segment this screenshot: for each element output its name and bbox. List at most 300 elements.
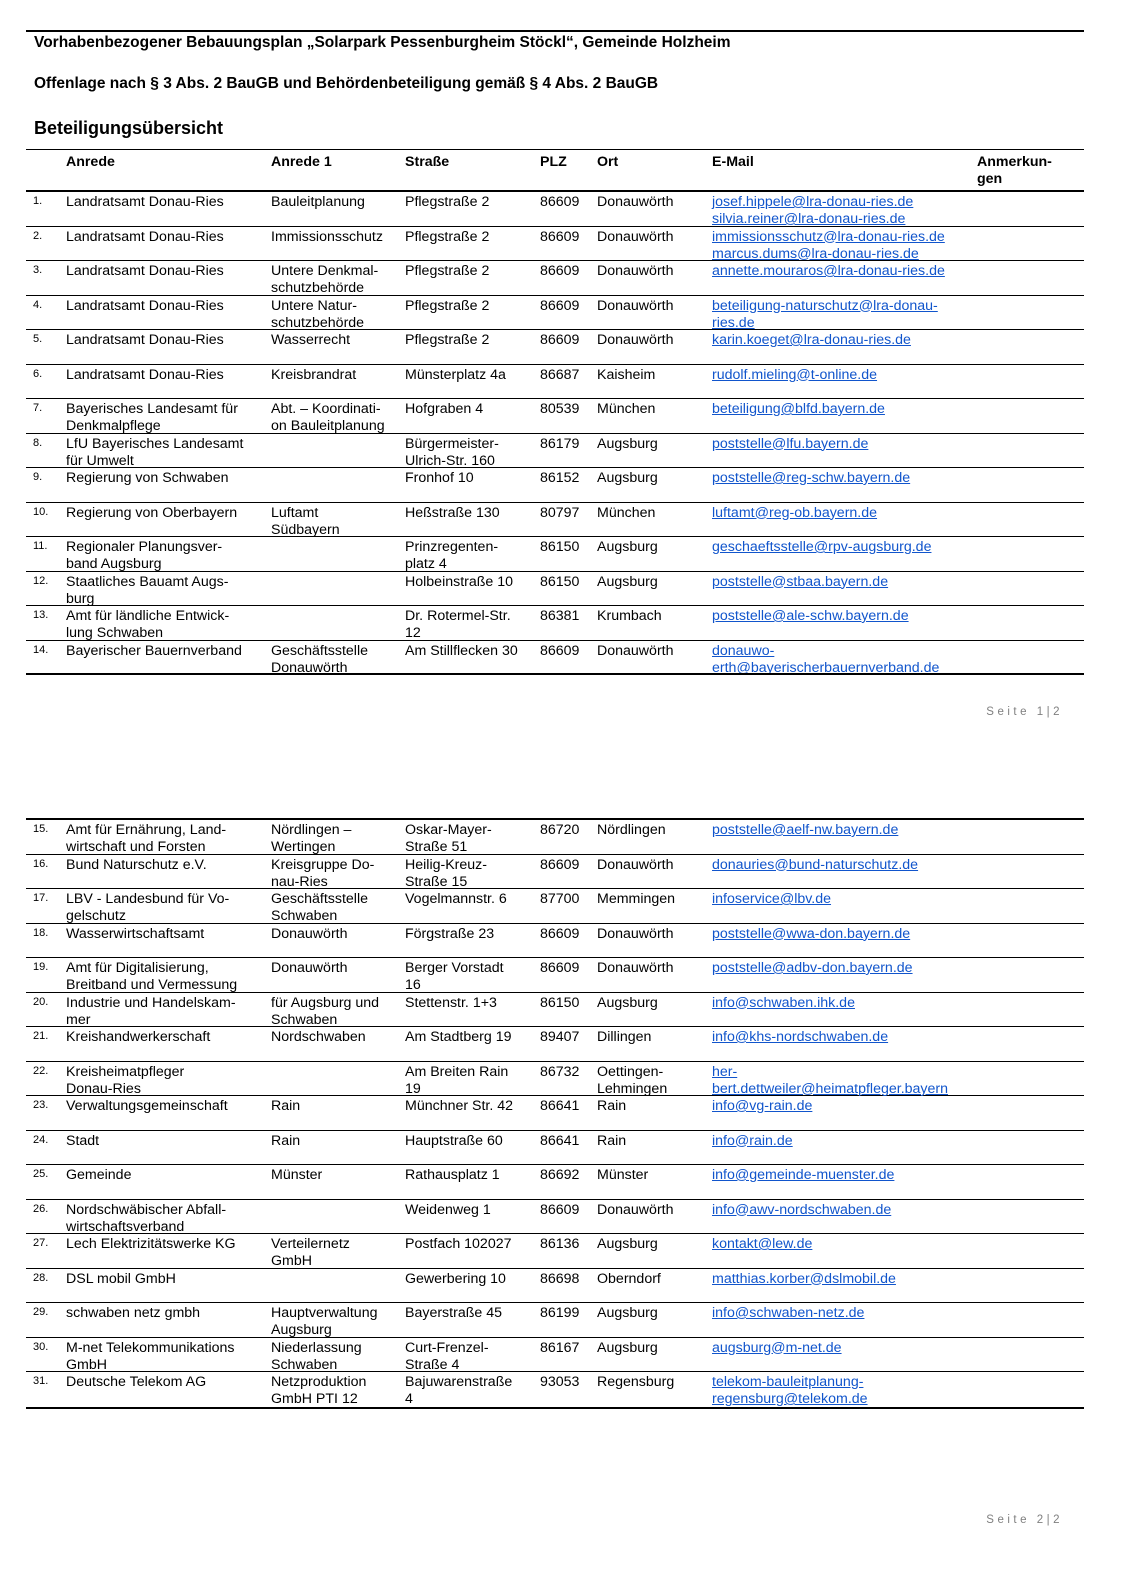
table-row	[26, 889, 1084, 924]
email-link-line-1[interactable]: kontakt@lew.de	[712, 1236, 813, 1252]
row-number-line-1: 10.	[33, 505, 49, 518]
cell-ort	[597, 332, 674, 349]
email-link-line-1[interactable]: info@vg-rain.de	[712, 1098, 813, 1114]
row-number	[33, 193, 42, 210]
email-link[interactable]	[712, 263, 945, 280]
col-ort: Ort	[597, 154, 619, 170]
row-number	[33, 504, 48, 521]
email-link-line-1[interactable]: donauries@bund-naturschutz.de	[712, 856, 919, 873]
cell-strasse-line-1: Oskar-Mayer-	[405, 822, 492, 838]
email-link-line-1[interactable]: beteiligung-naturschutz@lra-donau-	[712, 297, 938, 314]
cell-ort	[597, 470, 658, 487]
cell-anrede	[66, 608, 229, 642]
cell-ort	[597, 298, 674, 315]
cell-plz	[540, 367, 579, 384]
cell-anrede-1-line-1: Untere Denkmal-	[271, 263, 379, 279]
cell-anrede-1	[271, 1167, 322, 1184]
cell-anrede	[66, 1374, 206, 1391]
cell-plz	[540, 857, 579, 874]
cell-strasse	[405, 505, 500, 522]
cell-ort	[597, 1098, 626, 1115]
document-subtitle: Offenlage nach § 3 Abs. 2 BauGB und Behördenbeteiligung gemäß § 4 Abs. 2 BauGB	[34, 75, 659, 92]
cell-plz-line-1: 80797	[540, 504, 580, 521]
cell-anrede	[66, 857, 207, 874]
email-link-line-2[interactable]: silvia.reiner@lra-donau-ries.de	[712, 211, 906, 227]
email-link[interactable]	[712, 960, 913, 977]
cell-strasse	[405, 926, 494, 943]
cell-anrede-1-line-1: Netzproduktion	[271, 1374, 367, 1390]
email-link[interactable]	[712, 401, 885, 418]
email-link-line-1[interactable]: poststelle@stbaa.bayern.de	[712, 573, 889, 590]
cell-anrede-1	[271, 891, 368, 925]
cell-strasse	[405, 1098, 513, 1115]
email-link-line-1[interactable]: beteiligung@blfd.bayern.de	[712, 401, 885, 417]
cell-strasse	[405, 298, 489, 315]
email-link[interactable]	[712, 229, 945, 263]
cell-plz	[540, 539, 579, 556]
cell-strasse-line-1: Bayerstraße 45	[405, 1305, 502, 1321]
cell-plz-line-1: 89407	[540, 1029, 580, 1045]
email-link[interactable]	[712, 643, 939, 677]
table-row	[26, 261, 1084, 296]
cell-strasse	[405, 436, 499, 470]
email-link-line-1[interactable]: info@khs-nordschwaben.de	[712, 1029, 889, 1045]
row-number-line-1: 22.	[33, 1064, 49, 1077]
cell-anrede-1	[271, 1029, 366, 1046]
cell-anrede	[66, 1340, 234, 1374]
cell-anrede	[66, 1167, 131, 1184]
row-number-line-1: 14.	[33, 643, 49, 656]
cell-anrede-line-2: wirtschaftsverband	[66, 1218, 185, 1235]
cell-anrede-line-2: band Augsburg	[66, 556, 162, 572]
cell-strasse	[405, 891, 507, 908]
email-link[interactable]	[712, 1202, 891, 1219]
cell-ort	[597, 926, 674, 943]
cell-plz-line-1: 86609	[540, 642, 580, 659]
email-link[interactable]	[712, 470, 910, 487]
cell-anrede	[66, 401, 238, 435]
cell-strasse	[405, 960, 504, 994]
row-number-line-1: 25.	[33, 1168, 49, 1180]
cell-plz-line-1: 86150	[540, 573, 580, 590]
email-link-line-2[interactable]: regensburg@telekom.de	[712, 1391, 868, 1407]
cell-plz	[540, 194, 579, 211]
cell-ort-line-1: Augsburg	[597, 1236, 658, 1252]
table-row	[26, 365, 1084, 400]
email-link-line-1[interactable]: augsburg@m-net.de	[712, 1339, 842, 1356]
cell-plz-line-1: 86609	[540, 925, 580, 942]
email-link[interactable]	[712, 1167, 894, 1184]
cell-anrede-1-line-1: Nordschwaben	[271, 1029, 366, 1045]
cell-ort	[597, 229, 674, 246]
cell-plz	[540, 1167, 579, 1184]
email-link[interactable]	[712, 539, 931, 556]
email-link-line-1[interactable]: matthias.korber@dslmobil.de	[712, 1270, 896, 1287]
cell-plz	[540, 263, 579, 280]
cell-strasse-line-1: Am Stadtberg 19	[405, 1029, 512, 1045]
cell-strasse	[405, 1202, 491, 1219]
table-row	[26, 330, 1084, 365]
cell-strasse	[405, 1064, 508, 1098]
cell-plz	[540, 891, 579, 908]
cell-anrede-1	[271, 995, 379, 1029]
cell-plz-line-1: 86179	[540, 435, 580, 452]
cell-strasse-line-2: platz 4	[405, 556, 447, 572]
email-link-line-1[interactable]: info@schwaben-netz.de	[712, 1305, 865, 1321]
cell-plz	[540, 1236, 579, 1253]
cell-anrede-1-line-1: Münster	[271, 1167, 323, 1183]
cell-plz	[540, 1133, 579, 1150]
cell-anrede-line-1: Regierung von Schwaben	[66, 470, 229, 486]
table-row	[26, 1234, 1084, 1269]
cell-strasse	[405, 367, 506, 384]
email-link[interactable]	[712, 505, 877, 522]
cell-anrede-1-line-2: Augsburg	[271, 1322, 332, 1338]
table-row	[26, 1062, 1084, 1097]
cell-ort-line-1: Rain	[597, 1098, 627, 1114]
email-link[interactable]	[712, 926, 910, 943]
cell-plz-line-1: 86609	[540, 228, 580, 245]
table-row	[26, 227, 1084, 262]
cell-strasse	[405, 1271, 506, 1288]
cell-ort	[597, 1167, 648, 1184]
email-link[interactable]	[712, 1098, 812, 1115]
row-number-line-1: 23.	[33, 1099, 49, 1111]
email-link-line-1[interactable]: poststelle@adbv-don.bayern.de	[712, 960, 913, 976]
table-header	[26, 150, 1084, 192]
cell-plz-line-1: 86609	[540, 332, 580, 348]
page-label: Seite 2	[986, 1514, 1047, 1526]
table-row	[26, 993, 1084, 1028]
cell-anrede-1	[271, 1133, 300, 1150]
table-row	[26, 1200, 1084, 1235]
email-link[interactable]	[712, 822, 898, 839]
cell-strasse-line-1: Pflegstraße 2	[405, 332, 490, 348]
cell-anrede-1-line-1: Immissionsschutz	[271, 228, 383, 245]
email-link[interactable]	[712, 194, 913, 228]
cell-anrede-line-1: Amt für ländliche Entwick-	[66, 608, 230, 624]
cell-plz-line-1: 86609	[540, 856, 580, 873]
cell-anrede	[66, 436, 243, 470]
row-number	[33, 994, 48, 1011]
cell-ort-line-1: Donauwörth	[597, 263, 674, 279]
cell-anrede	[66, 643, 242, 660]
cell-anrede	[66, 1305, 200, 1322]
email-link-line-2[interactable]: marcus.dums@lra-donau-ries.de	[712, 245, 919, 262]
email-link-line-1[interactable]: immissionsschutz@lra-donau-ries.de	[712, 228, 945, 245]
cell-anrede	[66, 1029, 210, 1046]
row-number-line-1: 30.	[33, 1340, 49, 1353]
cell-plz	[540, 643, 579, 660]
email-link-line-2[interactable]: erth@bayerischerbauernverband.de	[712, 659, 940, 676]
page-separator: |	[1046, 706, 1054, 718]
email-link-line-1[interactable]: poststelle@lfu.bayern.de	[712, 435, 869, 452]
table-row	[26, 855, 1084, 890]
cell-anrede-1-line-1: für Augsburg und	[271, 994, 380, 1011]
email-link[interactable]	[712, 857, 918, 874]
email-link[interactable]	[712, 1133, 793, 1150]
cell-anrede-line-2: Breitband und Vermessung	[66, 977, 238, 993]
cell-anrede	[66, 822, 226, 856]
cell-anrede-line-2: lung Schwaben	[66, 625, 164, 641]
cell-ort-line-1: Donauwörth	[597, 1201, 674, 1218]
email-link[interactable]	[712, 1374, 868, 1408]
cell-ort	[597, 1340, 658, 1357]
table-row	[26, 503, 1084, 538]
cell-anrede-line-1: Wasserwirtschaftsamt	[66, 925, 205, 942]
row-number	[33, 400, 42, 417]
cell-anrede	[66, 995, 236, 1029]
cell-anrede-1	[271, 822, 351, 856]
email-link[interactable]	[712, 1340, 842, 1357]
cell-plz-line-1: 86199	[540, 1305, 580, 1321]
cell-strasse	[405, 332, 489, 349]
cell-plz	[540, 1271, 579, 1288]
cell-anrede-line-1: Deutsche Telekom AG	[66, 1374, 207, 1390]
email-link[interactable]	[712, 995, 855, 1012]
cell-plz-line-1: 86641	[540, 1098, 580, 1114]
row-number	[33, 573, 48, 590]
email-link[interactable]	[712, 1271, 896, 1288]
cell-plz-line-1: 87700	[540, 891, 580, 907]
email-link-line-1[interactable]: her-	[712, 1063, 738, 1080]
cell-ort-line-1: Augsburg	[597, 994, 658, 1011]
email-link-line-1[interactable]: geschaeftsstelle@rpv-augsburg.de	[712, 539, 932, 555]
table-bottom-rule	[26, 673, 1084, 675]
email-link[interactable]	[712, 574, 888, 591]
cell-ort-line-1: Donauwörth	[597, 297, 674, 314]
email-link[interactable]	[712, 1029, 888, 1046]
email-link-line-1[interactable]: telekom-bauleitplanung-	[712, 1374, 864, 1390]
cell-anrede-1	[271, 505, 340, 539]
email-link-line-1[interactable]: karin.koeget@lra-donau-ries.de	[712, 332, 911, 348]
cell-ort	[597, 1236, 658, 1253]
cell-strasse	[405, 1133, 503, 1150]
cell-strasse-line-1: Pflegstraße 2	[405, 228, 490, 245]
cell-anrede-line-2: mer	[66, 1011, 91, 1028]
email-link-line-2[interactable]: bert.dettweiler@heimatpfleger.bayern	[712, 1080, 949, 1097]
email-link[interactable]	[712, 1236, 812, 1253]
email-link-line-1[interactable]: poststelle@wwa-don.bayern.de	[712, 925, 911, 942]
cell-strasse	[405, 995, 497, 1012]
cell-plz-line-1: 86692	[540, 1167, 580, 1183]
cell-strasse	[405, 1340, 489, 1374]
cell-plz-line-1: 86641	[540, 1132, 580, 1149]
cell-plz	[540, 332, 579, 349]
cell-plz	[540, 608, 579, 625]
cell-ort-line-1: Krumbach	[597, 608, 662, 624]
email-link[interactable]	[712, 891, 831, 908]
cell-anrede-line-1: Verwaltungsgemeinschaft	[66, 1098, 228, 1114]
cell-ort-line-1: Donauwörth	[597, 960, 674, 976]
table-row	[26, 1372, 1084, 1407]
cell-anrede-line-1: Amt für Digitalisierung,	[66, 960, 209, 976]
cell-anrede-line-1: Landratsamt Donau-Ries	[66, 228, 224, 245]
cell-strasse	[405, 1236, 512, 1253]
table-row	[26, 537, 1084, 572]
row-number	[33, 435, 42, 452]
cell-ort	[597, 539, 658, 556]
email-link-line-1[interactable]: info@rain.de	[712, 1132, 793, 1149]
row-number	[33, 1097, 48, 1114]
cell-anrede	[66, 229, 224, 246]
cell-anrede-1-line-2: on Bauleitplanung	[271, 418, 385, 434]
table-body	[26, 820, 1084, 1407]
email-link[interactable]	[712, 1305, 864, 1322]
cell-plz	[540, 1305, 579, 1322]
cell-anrede	[66, 1133, 99, 1150]
cell-strasse-line-2: 19	[405, 1080, 421, 1097]
cell-strasse-line-1: Holbeinstraße 10	[405, 573, 514, 590]
cell-strasse-line-1: Postfach 102027	[405, 1236, 512, 1252]
cell-ort	[597, 367, 655, 384]
row-number-line-1: 6.	[33, 367, 43, 380]
cell-strasse-line-1: Pflegstraße 2	[405, 263, 490, 279]
cell-anrede-1	[271, 1236, 350, 1270]
cell-anrede-1-line-1: Donauwörth	[271, 960, 348, 976]
cell-anrede-1-line-2: GmbH	[271, 1253, 312, 1269]
row-number	[33, 262, 42, 279]
email-link-line-1[interactable]: poststelle@reg-schw.bayern.de	[712, 470, 911, 486]
cell-strasse	[405, 229, 489, 246]
row-number	[33, 821, 48, 838]
row-number	[33, 1028, 48, 1045]
cell-plz-line-1: 86687	[540, 366, 580, 383]
cell-anrede-1-line-1: Rain	[271, 1132, 301, 1149]
cell-anrede	[66, 1236, 236, 1253]
cell-ort-line-1: Memmingen	[597, 891, 676, 907]
cell-plz	[540, 229, 579, 246]
email-link-line-1[interactable]: poststelle@aelf-nw.bayern.de	[712, 822, 899, 838]
row-number	[33, 925, 48, 942]
col-email: E-Mail	[712, 154, 754, 170]
row-number-line-1: 9.	[33, 471, 43, 483]
participants-table-page-2	[26, 818, 1084, 1407]
email-link-line-1[interactable]: infoservice@lbv.de	[712, 891, 832, 907]
cell-strasse	[405, 857, 487, 891]
cell-anrede-1-line-1: Kreisgruppe Do-	[271, 856, 375, 873]
email-link[interactable]	[712, 367, 877, 384]
cell-anrede	[66, 298, 224, 315]
row-number-line-1: 28.	[33, 1271, 49, 1284]
cell-ort-line-1: Oberndorf	[597, 1270, 661, 1287]
cell-anrede-1	[271, 857, 374, 891]
cell-anrede-line-1: Bayerischer Bauernverband	[66, 642, 242, 659]
cell-anrede-1-line-1: Verteilernetz	[271, 1236, 350, 1252]
cell-anrede-1	[271, 1340, 362, 1374]
page-number	[986, 706, 1063, 718]
cell-strasse-line-1: Pflegstraße 2	[405, 297, 490, 314]
cell-anrede-1	[271, 960, 348, 977]
cell-anrede-1-line-1: Wasserrecht	[271, 332, 351, 348]
email-link-line-1[interactable]: josef.hippele@lra-donau-ries.de	[712, 194, 914, 210]
email-link[interactable]	[712, 608, 909, 625]
cell-anrede	[66, 1064, 184, 1098]
cell-anrede-1-line-1: Bauleitplanung	[271, 194, 365, 210]
cell-anrede-line-1: Regierung von Oberbayern	[66, 504, 238, 521]
cell-ort	[597, 608, 662, 625]
email-link[interactable]	[712, 298, 938, 332]
col-anmerkungen-line-2: gen	[977, 171, 1003, 187]
row-number-line-1: 16.	[33, 857, 49, 870]
cell-anrede-line-1: Gemeinde	[66, 1167, 132, 1183]
cell-anrede-1	[271, 1305, 377, 1339]
cell-anrede-line-1: Regionaler Planungsver-	[66, 539, 223, 555]
cell-ort	[597, 643, 674, 660]
cell-plz	[540, 1340, 579, 1357]
email-link-line-1[interactable]: info@awv-nordschwaben.de	[712, 1201, 892, 1218]
cell-strasse-line-1: Pflegstraße 2	[405, 194, 490, 210]
table-row	[26, 1269, 1084, 1304]
email-link-line-1[interactable]: donauwo-	[712, 642, 775, 659]
cell-ort	[597, 436, 658, 453]
cell-ort-line-2: Lehmingen	[597, 1080, 668, 1097]
row-number	[33, 1373, 48, 1390]
email-link[interactable]	[712, 1064, 948, 1098]
row-number	[33, 890, 48, 907]
email-link-line-1[interactable]: annette.mouraros@lra-donau-ries.de	[712, 263, 945, 279]
row-number-line-1: 26.	[33, 1202, 49, 1215]
cell-anrede-1	[271, 926, 348, 943]
cell-ort	[597, 1202, 674, 1219]
cell-plz-line-1: 86609	[540, 1201, 580, 1218]
email-link-line-1[interactable]: info@gemeinde-muenster.de	[712, 1167, 895, 1183]
cell-plz-line-1: 86136	[540, 1236, 580, 1252]
cell-plz-line-1: 86167	[540, 1339, 580, 1356]
cell-anrede-1	[271, 401, 385, 435]
cell-anrede-1-line-1: Niederlassung	[271, 1339, 362, 1356]
email-link[interactable]	[712, 332, 911, 349]
table-row	[26, 572, 1084, 607]
col-plz: PLZ	[540, 154, 567, 170]
cell-ort-line-1: Dillingen	[597, 1029, 652, 1045]
table-row	[26, 924, 1084, 959]
cell-anrede-line-2: GmbH	[66, 1356, 107, 1373]
cell-ort-line-1: Augsburg	[597, 1305, 658, 1321]
email-link-line-1[interactable]: poststelle@ale-schw.bayern.de	[712, 608, 909, 624]
cell-ort	[597, 1305, 658, 1322]
cell-ort-line-1: Münster	[597, 1167, 649, 1183]
cell-plz	[540, 960, 579, 977]
email-link-line-1[interactable]: info@schwaben.ihk.de	[712, 994, 855, 1011]
row-number	[33, 1201, 48, 1218]
cell-anrede-line-2: Donau-Ries	[66, 1080, 141, 1097]
email-link-line-1[interactable]: rudolf.mieling@t-online.de	[712, 366, 878, 383]
cell-plz	[540, 926, 579, 943]
cell-strasse-line-1: Münsterplatz 4a	[405, 366, 506, 383]
cell-anrede-1	[271, 194, 365, 211]
row-number-line-1: 19.	[33, 961, 49, 973]
row-number	[33, 366, 42, 383]
cell-ort-line-1: Regensburg	[597, 1374, 675, 1390]
row-number	[33, 1339, 48, 1356]
cell-plz-line-1: 86381	[540, 608, 580, 624]
row-number-line-1: 2.	[33, 229, 43, 242]
table-row	[26, 1165, 1084, 1200]
cell-plz	[540, 1098, 579, 1115]
email-link-line-1[interactable]: luftamt@reg-ob.bayern.de	[712, 504, 878, 521]
row-number	[33, 1166, 48, 1183]
cell-strasse-line-1: Am Stillflecken 30	[405, 642, 518, 659]
email-link[interactable]	[712, 436, 868, 453]
cell-ort	[597, 401, 655, 418]
cell-ort-line-1: Augsburg	[597, 1339, 658, 1356]
cell-anrede	[66, 960, 237, 994]
row-number-line-1: 8.	[33, 436, 43, 449]
table-row	[26, 958, 1084, 993]
cell-anrede-1-line-2: schutzbehörde	[271, 314, 365, 331]
email-link-line-2[interactable]: ries.de	[712, 314, 755, 331]
